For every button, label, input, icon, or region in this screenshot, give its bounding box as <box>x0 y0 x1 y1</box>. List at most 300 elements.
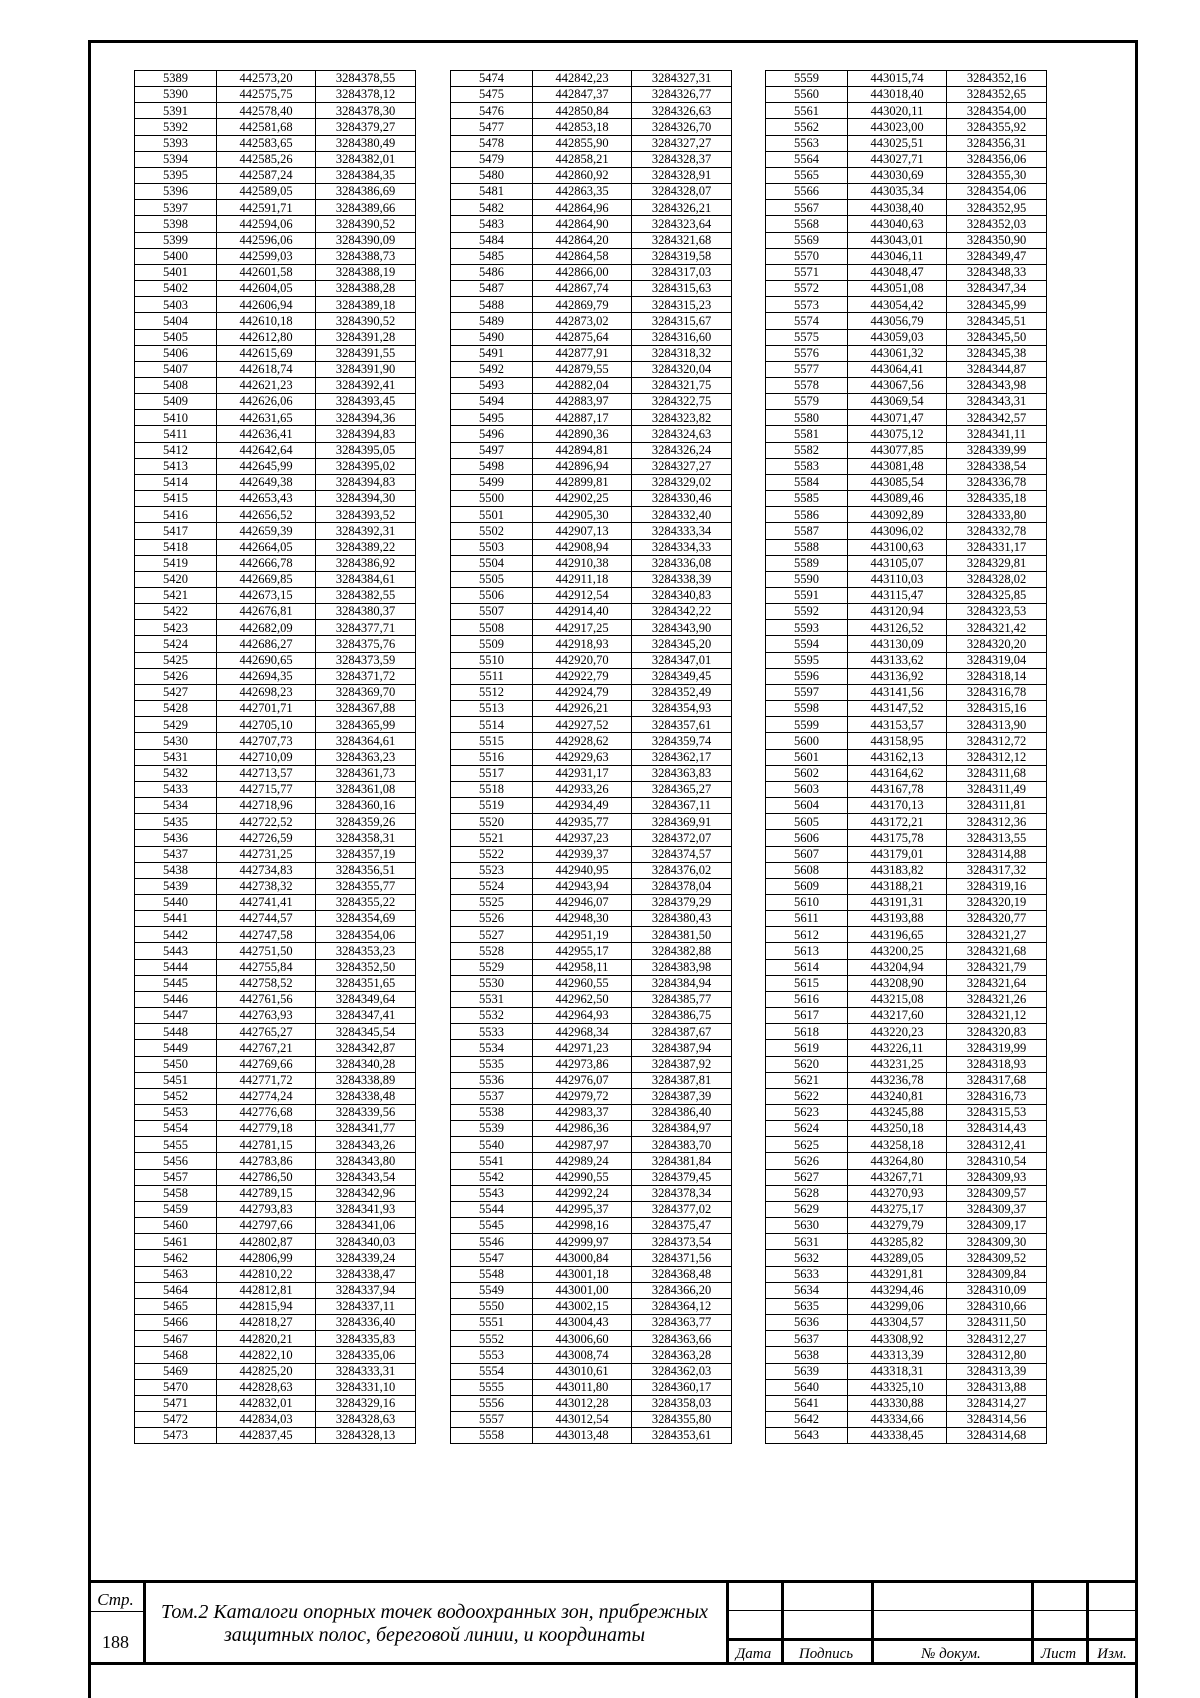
coordinate-x: 443064,41 <box>848 361 947 377</box>
coordinate-y: 3284359,26 <box>316 814 416 830</box>
point-number: 5526 <box>451 911 533 927</box>
point-number: 5573 <box>766 297 848 313</box>
page-number: 188 <box>102 1632 129 1652</box>
point-number: 5396 <box>135 184 217 200</box>
point-number: 5621 <box>766 1072 848 1088</box>
coordinate-x: 443054,42 <box>848 297 947 313</box>
table-row <box>451 394 732 410</box>
table-row <box>451 781 732 797</box>
coordinate-x: 442767,21 <box>217 1040 316 1056</box>
coordinate-x: 442928,62 <box>533 733 632 749</box>
point-number: 5495 <box>451 410 533 426</box>
point-number: 5443 <box>135 943 217 959</box>
coordinate-y: 3284309,84 <box>947 1266 1047 1282</box>
coordinate-y: 3284326,70 <box>632 119 732 135</box>
coordinate-x: 442761,56 <box>217 991 316 1007</box>
point-number: 5613 <box>766 943 848 959</box>
point-number: 5547 <box>451 1250 533 1266</box>
point-number: 5615 <box>766 975 848 991</box>
coordinate-x: 443325,10 <box>848 1379 947 1395</box>
point-number: 5398 <box>135 216 217 232</box>
point-number: 5542 <box>451 1169 533 1185</box>
table-row <box>451 571 732 587</box>
point-number: 5584 <box>766 474 848 490</box>
coordinate-y: 3284335,06 <box>316 1347 416 1363</box>
coordinate-y: 3284315,53 <box>947 1105 1047 1121</box>
point-number: 5501 <box>451 507 533 523</box>
table-row <box>135 1088 416 1104</box>
table-row <box>451 1347 732 1363</box>
point-number: 5430 <box>135 733 217 749</box>
coordinate-x: 442596,06 <box>217 232 316 248</box>
coordinate-x: 442948,30 <box>533 911 632 927</box>
coordinate-x: 443038,40 <box>848 200 947 216</box>
coordinate-x: 442701,71 <box>217 701 316 717</box>
coordinate-x: 443051,08 <box>848 281 947 297</box>
coordinate-y: 3284314,56 <box>947 1411 1047 1427</box>
point-number: 5418 <box>135 539 217 555</box>
coordinate-x: 442931,17 <box>533 765 632 781</box>
point-number: 5424 <box>135 636 217 652</box>
coordinate-y: 3284338,89 <box>316 1072 416 1088</box>
coordinate-x: 443018,40 <box>848 87 947 103</box>
coordinate-y: 3284326,77 <box>632 87 732 103</box>
coordinate-y: 3284361,08 <box>316 781 416 797</box>
coordinate-x: 443204,94 <box>848 959 947 975</box>
coordinate-y: 3284360,16 <box>316 798 416 814</box>
point-number: 5544 <box>451 1201 533 1217</box>
coordinate-x: 443077,85 <box>848 442 947 458</box>
coordinate-y: 3284377,71 <box>316 620 416 636</box>
coordinate-y: 3284353,23 <box>316 943 416 959</box>
coordinate-x: 443141,56 <box>848 684 947 700</box>
point-number: 5449 <box>135 1040 217 1056</box>
point-number: 5560 <box>766 87 848 103</box>
table-row <box>451 1282 732 1298</box>
point-number: 5643 <box>766 1428 848 1444</box>
coordinate-x: 442659,39 <box>217 523 316 539</box>
table-row <box>766 1008 1047 1024</box>
point-number: 5426 <box>135 668 217 684</box>
table-row <box>451 749 732 765</box>
point-number: 5411 <box>135 426 217 442</box>
point-number: 5431 <box>135 749 217 765</box>
coordinate-x: 442882,04 <box>533 377 632 393</box>
coordinate-x: 442797,66 <box>217 1218 316 1234</box>
point-number: 5500 <box>451 491 533 507</box>
table-row <box>135 1266 416 1282</box>
coordinate-x: 442964,93 <box>533 1008 632 1024</box>
table-row <box>135 184 416 200</box>
coordinate-y: 3284315,63 <box>632 281 732 297</box>
coordinate-x: 442793,83 <box>217 1201 316 1217</box>
coordinate-y: 3284393,45 <box>316 394 416 410</box>
point-number: 5552 <box>451 1331 533 1347</box>
coordinate-x: 443236,78 <box>848 1072 947 1088</box>
coordinate-x: 442858,21 <box>533 151 632 167</box>
coordinate-y: 3284331,10 <box>316 1379 416 1395</box>
point-number: 5402 <box>135 281 217 297</box>
table-row <box>135 1024 416 1040</box>
point-number: 5458 <box>135 1185 217 1201</box>
point-number: 5480 <box>451 167 533 183</box>
coordinate-y: 3284345,38 <box>947 345 1047 361</box>
coordinate-y: 3284314,27 <box>947 1395 1047 1411</box>
table-row <box>451 151 732 167</box>
coordinate-y: 3284312,36 <box>947 814 1047 830</box>
coordinate-y: 3284363,28 <box>632 1347 732 1363</box>
point-number: 5616 <box>766 991 848 1007</box>
table-row <box>766 103 1047 119</box>
coordinate-y: 3284380,43 <box>632 911 732 927</box>
table-row <box>135 103 416 119</box>
header-revision: Изм. <box>1097 1646 1127 1662</box>
table-row <box>135 1072 416 1088</box>
coordinate-x: 443048,47 <box>848 264 947 280</box>
coordinate-y: 3284387,94 <box>632 1040 732 1056</box>
point-number: 5476 <box>451 103 533 119</box>
table-row <box>451 1072 732 1088</box>
coordinate-y: 3284328,02 <box>947 571 1047 587</box>
coordinate-y: 3284312,80 <box>947 1347 1047 1363</box>
point-number: 5586 <box>766 507 848 523</box>
table-row <box>766 151 1047 167</box>
table-row <box>766 71 1047 87</box>
coordinate-x: 442578,40 <box>217 103 316 119</box>
table-row <box>451 911 732 927</box>
coordinate-y: 3284383,70 <box>632 1137 732 1153</box>
coordinate-x: 443196,65 <box>848 927 947 943</box>
point-number: 5446 <box>135 991 217 1007</box>
point-number: 5455 <box>135 1137 217 1153</box>
table-row <box>451 1266 732 1282</box>
table-row <box>451 103 732 119</box>
coordinate-y: 3284354,06 <box>316 927 416 943</box>
coordinate-y: 3284327,27 <box>632 135 732 151</box>
coordinate-y: 3284320,83 <box>947 1024 1047 1040</box>
coordinate-y: 3284350,90 <box>947 232 1047 248</box>
coordinate-y: 3284368,48 <box>632 1266 732 1282</box>
coordinate-y: 3284318,32 <box>632 345 732 361</box>
coordinate-x: 442855,90 <box>533 135 632 151</box>
point-number: 5420 <box>135 571 217 587</box>
coordinate-y: 3284364,12 <box>632 1298 732 1314</box>
point-number: 5600 <box>766 733 848 749</box>
coordinate-y: 3284387,92 <box>632 1056 732 1072</box>
table-row <box>135 1331 416 1347</box>
point-number: 5604 <box>766 798 848 814</box>
coordinate-x: 442899,81 <box>533 474 632 490</box>
point-number: 5626 <box>766 1153 848 1169</box>
table-row <box>766 361 1047 377</box>
point-number: 5439 <box>135 878 217 894</box>
coordinate-x: 442864,96 <box>533 200 632 216</box>
point-number: 5470 <box>135 1379 217 1395</box>
coordinate-x: 443245,88 <box>848 1105 947 1121</box>
coordinate-x: 443304,57 <box>848 1315 947 1331</box>
coordinate-x: 443025,51 <box>848 135 947 151</box>
table-row <box>135 927 416 943</box>
table-row <box>451 1201 732 1217</box>
coordinate-x: 442731,25 <box>217 846 316 862</box>
point-number: 5575 <box>766 329 848 345</box>
coordinate-y: 3284380,37 <box>316 604 416 620</box>
table-row <box>766 862 1047 878</box>
coordinate-x: 443330,88 <box>848 1395 947 1411</box>
point-number: 5530 <box>451 975 533 991</box>
coordinate-x: 442922,79 <box>533 668 632 684</box>
coordinate-x: 442875,64 <box>533 329 632 345</box>
table-row <box>766 1105 1047 1121</box>
point-number: 5399 <box>135 232 217 248</box>
point-number: 5546 <box>451 1234 533 1250</box>
table-row <box>451 377 732 393</box>
coordinate-y: 3284313,55 <box>947 830 1047 846</box>
coordinate-y: 3284371,56 <box>632 1250 732 1266</box>
coordinate-x: 443069,54 <box>848 394 947 410</box>
coordinate-x: 442747,58 <box>217 927 316 943</box>
coordinate-x: 442815,94 <box>217 1298 316 1314</box>
coordinate-x: 443001,18 <box>533 1266 632 1282</box>
point-number: 5490 <box>451 329 533 345</box>
coordinate-y: 3284362,03 <box>632 1363 732 1379</box>
coordinate-x: 442581,68 <box>217 119 316 135</box>
coordinate-y: 3284321,75 <box>632 377 732 393</box>
coordinate-y: 3284328,13 <box>316 1428 416 1444</box>
point-number: 5525 <box>451 894 533 910</box>
point-number: 5595 <box>766 652 848 668</box>
point-number: 5548 <box>451 1266 533 1282</box>
point-number: 5593 <box>766 620 848 636</box>
table-row <box>766 1234 1047 1250</box>
coordinate-x: 442860,92 <box>533 167 632 183</box>
point-number: 5534 <box>451 1040 533 1056</box>
table-row <box>766 1282 1047 1298</box>
coordinate-y: 3284355,80 <box>632 1411 732 1427</box>
table-row <box>451 652 732 668</box>
point-number: 5460 <box>135 1218 217 1234</box>
coordinate-x: 443208,90 <box>848 975 947 991</box>
table-row <box>451 216 732 232</box>
coordinate-y: 3284358,03 <box>632 1395 732 1411</box>
coordinate-y: 3284340,83 <box>632 588 732 604</box>
coordinate-x: 443285,82 <box>848 1234 947 1250</box>
coordinate-x: 443226,11 <box>848 1040 947 1056</box>
table-row <box>766 313 1047 329</box>
coordinates-table-2 <box>450 70 732 1444</box>
point-number: 5428 <box>135 701 217 717</box>
point-number: 5539 <box>451 1121 533 1137</box>
point-number: 5397 <box>135 200 217 216</box>
point-number: 5444 <box>135 959 217 975</box>
table-row <box>451 765 732 781</box>
point-number: 5413 <box>135 458 217 474</box>
coordinate-x: 442718,96 <box>217 798 316 814</box>
coordinate-y: 3284363,23 <box>316 749 416 765</box>
point-number: 5425 <box>135 652 217 668</box>
point-number: 5509 <box>451 636 533 652</box>
coordinate-y: 3284321,79 <box>947 959 1047 975</box>
coordinate-y: 3284363,77 <box>632 1315 732 1331</box>
table-row <box>766 1250 1047 1266</box>
coordinate-y: 3284311,50 <box>947 1315 1047 1331</box>
coordinate-y: 3284339,56 <box>316 1105 416 1121</box>
coordinate-y: 3284321,64 <box>947 975 1047 991</box>
table-row <box>135 1347 416 1363</box>
coordinate-y: 3284341,93 <box>316 1201 416 1217</box>
coordinate-x: 442864,58 <box>533 248 632 264</box>
point-number: 5639 <box>766 1363 848 1379</box>
point-number: 5513 <box>451 701 533 717</box>
point-number: 5481 <box>451 184 533 200</box>
coordinate-y: 3284329,16 <box>316 1395 416 1411</box>
coordinate-x: 442850,84 <box>533 103 632 119</box>
coordinate-x: 443220,23 <box>848 1024 947 1040</box>
table-row <box>451 1250 732 1266</box>
point-number: 5625 <box>766 1137 848 1153</box>
table-row <box>766 1331 1047 1347</box>
coordinate-x: 442765,27 <box>217 1024 316 1040</box>
point-number: 5496 <box>451 426 533 442</box>
table-row <box>766 620 1047 636</box>
table-row <box>135 1395 416 1411</box>
coordinate-x: 443179,01 <box>848 846 947 862</box>
coordinate-x: 442822,10 <box>217 1347 316 1363</box>
coordinate-y: 3284386,69 <box>316 184 416 200</box>
table-row <box>135 620 416 636</box>
point-number: 5498 <box>451 458 533 474</box>
coordinate-y: 3284348,33 <box>947 264 1047 280</box>
point-number: 5520 <box>451 814 533 830</box>
point-number: 5464 <box>135 1282 217 1298</box>
point-number: 5588 <box>766 539 848 555</box>
coordinate-y: 3284355,22 <box>316 894 416 910</box>
coordinate-x: 442604,05 <box>217 281 316 297</box>
table-row <box>135 539 416 555</box>
table-row <box>135 248 416 264</box>
table-row <box>135 571 416 587</box>
coordinate-y: 3284378,12 <box>316 87 416 103</box>
point-number: 5551 <box>451 1315 533 1331</box>
coordinate-x: 442645,99 <box>217 458 316 474</box>
coordinate-x: 442920,70 <box>533 652 632 668</box>
table-row <box>766 281 1047 297</box>
coordinate-x: 442924,79 <box>533 684 632 700</box>
coordinate-x: 442998,16 <box>533 1218 632 1234</box>
coordinate-y: 3284361,73 <box>316 765 416 781</box>
coordinate-y: 3284387,39 <box>632 1088 732 1104</box>
point-number: 5440 <box>135 894 217 910</box>
table-row <box>451 588 732 604</box>
coordinate-y: 3284390,52 <box>316 216 416 232</box>
table-row <box>451 474 732 490</box>
table-row <box>766 507 1047 523</box>
coordinate-x: 443035,34 <box>848 184 947 200</box>
table-row <box>451 1056 732 1072</box>
coordinate-y: 3284313,88 <box>947 1379 1047 1395</box>
point-number: 5580 <box>766 410 848 426</box>
coordinate-y: 3284371,72 <box>316 668 416 684</box>
coordinate-x: 442877,91 <box>533 345 632 361</box>
coordinate-y: 3284352,95 <box>947 200 1047 216</box>
coordinate-y: 3284338,47 <box>316 1266 416 1282</box>
point-number: 5567 <box>766 200 848 216</box>
point-number: 5473 <box>135 1428 217 1444</box>
table-row <box>766 959 1047 975</box>
point-number: 5641 <box>766 1395 848 1411</box>
coordinate-x: 442686,27 <box>217 636 316 652</box>
coordinate-y: 3284349,45 <box>632 668 732 684</box>
coordinate-y: 3284317,32 <box>947 862 1047 878</box>
coordinate-y: 3284394,83 <box>316 426 416 442</box>
point-number: 5432 <box>135 765 217 781</box>
table-row <box>451 329 732 345</box>
table-row <box>451 1153 732 1169</box>
coordinate-x: 443258,18 <box>848 1137 947 1153</box>
table-row <box>135 1153 416 1169</box>
coordinate-x: 442610,18 <box>217 313 316 329</box>
point-number: 5610 <box>766 894 848 910</box>
table-row <box>766 749 1047 765</box>
coordinate-x: 442666,78 <box>217 555 316 571</box>
point-number: 5545 <box>451 1218 533 1234</box>
point-number: 5635 <box>766 1298 848 1314</box>
coordinate-y: 3284367,11 <box>632 798 732 814</box>
point-number: 5574 <box>766 313 848 329</box>
table-row <box>766 1201 1047 1217</box>
coordinate-x: 442955,17 <box>533 943 632 959</box>
coordinate-x: 442987,97 <box>533 1137 632 1153</box>
coordinate-x: 443200,25 <box>848 943 947 959</box>
coordinate-x: 442656,52 <box>217 507 316 523</box>
coordinate-y: 3284389,22 <box>316 539 416 555</box>
coordinate-x: 442973,86 <box>533 1056 632 1072</box>
point-number: 5479 <box>451 151 533 167</box>
point-number: 5466 <box>135 1315 217 1331</box>
point-number: 5433 <box>135 781 217 797</box>
table-row <box>766 1121 1047 1137</box>
point-number: 5577 <box>766 361 848 377</box>
coordinate-x: 442789,15 <box>217 1185 316 1201</box>
coordinate-x: 442779,18 <box>217 1121 316 1137</box>
coordinate-y: 3284349,64 <box>316 991 416 1007</box>
coordinate-x: 442937,23 <box>533 830 632 846</box>
coordinate-y: 3284382,55 <box>316 588 416 604</box>
point-number: 5618 <box>766 1024 848 1040</box>
coordinate-y: 3284386,40 <box>632 1105 732 1121</box>
coordinate-y: 3284389,66 <box>316 200 416 216</box>
coordinate-x: 442783,86 <box>217 1153 316 1169</box>
table-row <box>766 523 1047 539</box>
point-number: 5415 <box>135 491 217 507</box>
coordinate-x: 443046,11 <box>848 248 947 264</box>
point-number: 5408 <box>135 377 217 393</box>
coordinate-x: 443105,07 <box>848 555 947 571</box>
coordinate-x: 443085,54 <box>848 474 947 490</box>
point-number: 5451 <box>135 1072 217 1088</box>
coordinate-x: 443188,21 <box>848 878 947 894</box>
coordinate-y: 3284340,03 <box>316 1234 416 1250</box>
coordinate-x: 442983,37 <box>533 1105 632 1121</box>
coordinates-table-3 <box>765 70 1047 1444</box>
coordinate-y: 3284309,93 <box>947 1169 1047 1185</box>
coordinate-x: 442943,94 <box>533 878 632 894</box>
table-row <box>135 297 416 313</box>
coordinate-x: 442599,03 <box>217 248 316 264</box>
table-row <box>766 1363 1047 1379</box>
coordinate-x: 442653,43 <box>217 491 316 507</box>
table-row <box>766 894 1047 910</box>
